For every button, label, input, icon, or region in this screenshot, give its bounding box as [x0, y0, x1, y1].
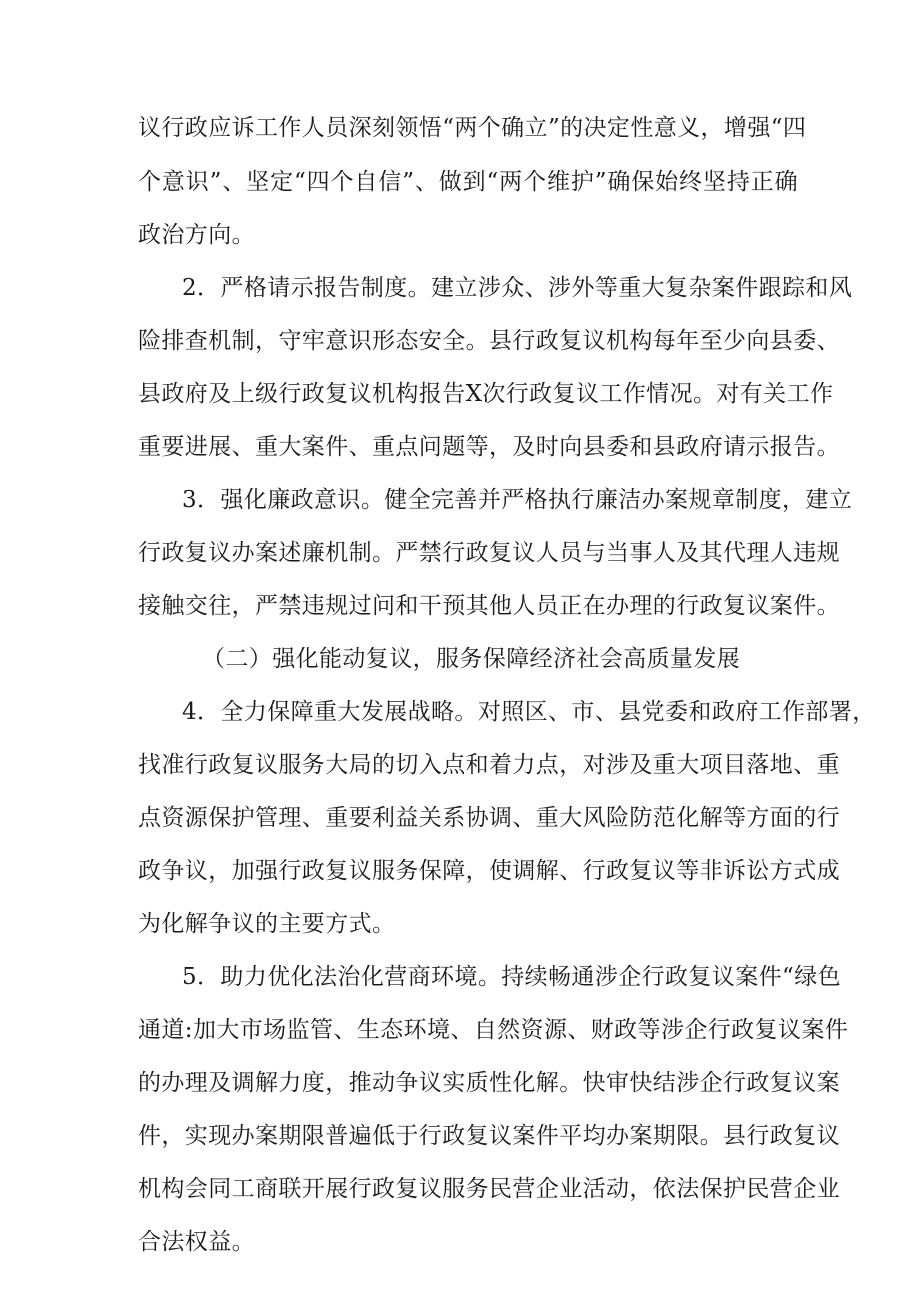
paragraph-start-line: 4．全力保障重大发展战略。对照区、市、县党委和政府工作部署， [182, 699, 876, 725]
text-line: 找准行政复议服务大局的切入点和着力点，对涉及重大项目落地、重 [138, 752, 840, 778]
text-line: 机构会同工商联开展行政复议服务民营企业活动，依法保护民营企业 [138, 1176, 840, 1202]
paragraph-start-line: 2．严格请示报告制度。建立涉众、涉外等重大复杂案件跟踪和风 [182, 275, 853, 301]
text-line: 议行政应诉工作人员深刻领悟“两个确立”的决定性意义，增强“四 [138, 115, 807, 141]
text-line: 县政府及上级行政复议机构报告X次行政复议工作情况。对有关工作 [138, 381, 834, 407]
text-line: 点资源保护管理、重要利益关系协调、重大风险防范化解等方面的行 [138, 805, 840, 831]
text-line: 险排查机制，守牢意识形态安全。县行政复议机构每年至少向县委、 [138, 328, 840, 354]
text-line: 政争议，加强行政复议服务保障，使调解、行政复议等非诉讼方式成 [138, 858, 840, 884]
text-line: 接触交往，严禁违规过问和干预其他人员正在办理的行政复议案件。 [138, 593, 840, 619]
text-line: 通道:加大市场监管、生态环境、自然资源、财政等涉企行政复议案件 [138, 1017, 849, 1043]
text-line: 行政复议办案述廉机制。严禁行政复议人员与当事人及其代理人违规 [138, 540, 840, 566]
text-line: 的办理及调解力度，推动争议实质性化解。快审快结涉企行政复议案 [138, 1070, 840, 1096]
section-heading: （二）强化能动复议，服务保障经济社会高质量发展 [202, 646, 741, 672]
text-line: 合法权益。 [138, 1229, 255, 1255]
text-line: 件，实现办案期限普遍低于行政复议案件平均办案期限。县行政复议 [138, 1123, 840, 1149]
text-line: 政治方向。 [138, 222, 255, 248]
text-line: 为化解争议的主要方式。 [138, 911, 396, 937]
text-line: 重要进展、重大案件、重点问题等，及时向县委和县政府请示报告。 [138, 434, 840, 460]
paragraph-start-line: 3．强化廉政意识。健全完善并严格执行廉洁办案规章制度，建立 [182, 487, 853, 513]
paragraph-start-line: 5．助力优化法治化营商环境。持续畅通涉企行政复议案件“绿色 [182, 964, 841, 990]
text-line: 个意识”、坚定“四个自信”、做到“两个维护”确保始终坚持正确 [138, 169, 798, 195]
